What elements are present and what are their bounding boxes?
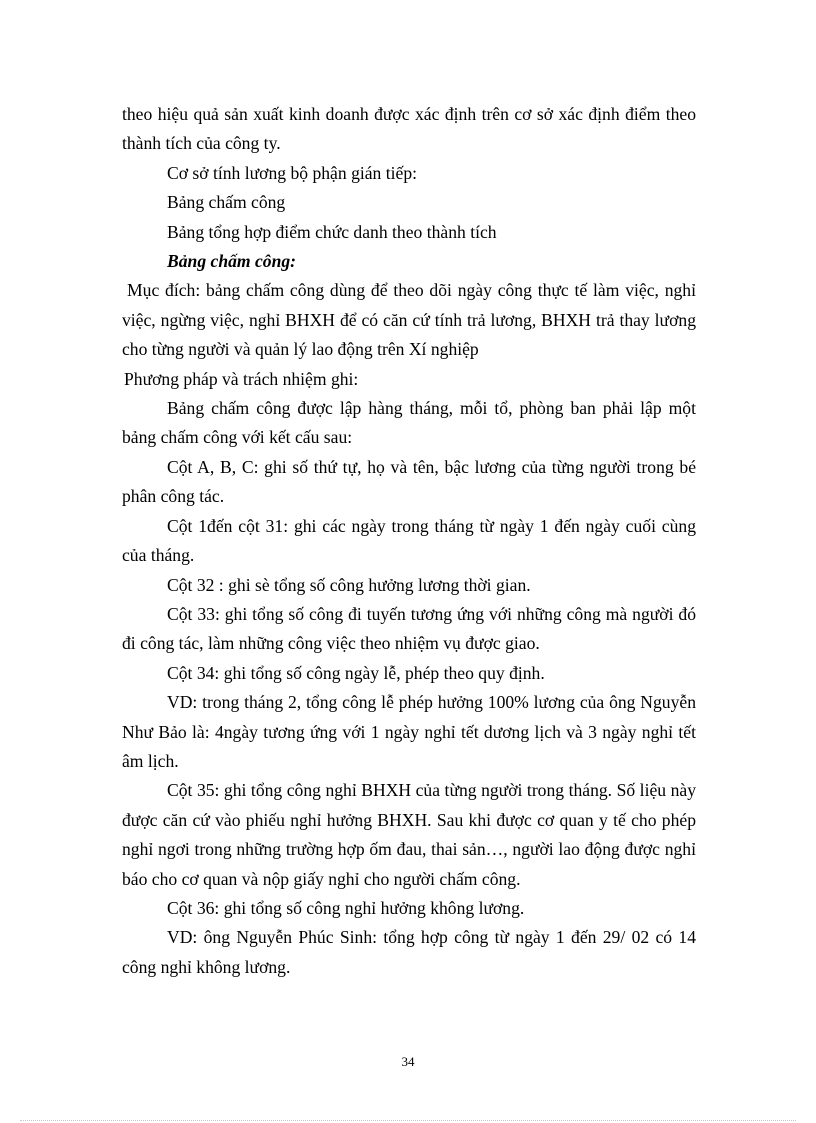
page-bottom-divider [20, 1120, 796, 1121]
section-heading-timesheet: Bảng chấm công: [167, 251, 297, 272]
paragraph-method-heading: Phương pháp và trách nhiệm ghi: [124, 368, 359, 389]
paragraph-column-35: Cột 35: ghi tổng công nghỉ BHXH của từng người trong tháng. Số liệu này được căn cứ vào phiếu nghỉ hưởng BHXH. Sau khi được cơ quan y tế cho phép nghỉ ngơi trong những trường hợp ốm đau, thai sản…, người lao động được nghỉ báo cho cơ quan và nộp giấy nghỉ cho người chấm công. [122, 780, 696, 889]
paragraph-example-unpaid: VD: ông Nguyễn Phúc Sinh: tổng hợp công từ ngày 1 đến 29/ 02 có 14 công nghỉ không lương. [122, 927, 696, 977]
body-text [122, 100, 696, 982]
paragraph-column-abc: Cột A, B, C: ghi số thứ tự, họ và tên, bậc lương của từng người trong bé phân công tác. [122, 456, 696, 507]
paragraph-purpose: Mục đích: bảng chấm công dùng để theo dõi ngày công thực tế làm việc, nghỉ việc, ngừng việc, nghỉ BHXH để có căn cứ tính trả lương, BHXH trả thay lương cho từng người và quản lý lao động trên Xí nghiệp [122, 280, 696, 360]
paragraph-timesheet-structure: Bảng chấm công được lập hàng tháng, mỗi tổ, phòng ban phải lập một bảng chấm công với kết cấu sau: [122, 398, 696, 448]
paragraph-column-32: Cột 32 : ghi sè tổng số công hưởng lương thời gian. [167, 574, 531, 595]
paragraph-column-36: Cột 36: ghi tổng số công nghỉ hưởng không lương. [167, 897, 525, 918]
paragraph-example-holiday: VD: trong tháng 2, tổng công lễ phép hưởng 100% lương của ông Nguyễn Như Bảo là: 4ngày tương ứng với 1 ngày nghỉ tết dương lịch và 3 ngày nghỉ tết âm lịch. [122, 692, 696, 771]
paragraph-column-1-31: Cột 1đến cột 31: ghi các ngày trong tháng từ ngày 1 đến ngày cuối cùng của tháng. [122, 515, 696, 566]
paragraph-column-34: Cột 34: ghi tổng số công ngày lễ, phép theo quy định. [167, 662, 545, 683]
paragraph-continuation: theo hiệu quả sản xuất kinh doanh được xác định trên cơ sở xác định điểm theo thành tích của công ty. [122, 104, 696, 154]
paragraph-indirect-salary-basis: Cơ sở tính lương bộ phận gián tiếp: [167, 162, 418, 183]
paragraph-timesheet-item: Bảng chấm công [167, 192, 286, 213]
page-number: 34 [401, 1054, 415, 1069]
paragraph-score-summary-item: Bảng tổng hợp điểm chức danh theo thành tích [167, 221, 497, 242]
paragraph-column-33: Cột 33: ghi tổng số công đi tuyến tương ứng với những công mà người đó đi công tác, làm những công việc theo nhiệm vụ được giao. [122, 603, 696, 654]
